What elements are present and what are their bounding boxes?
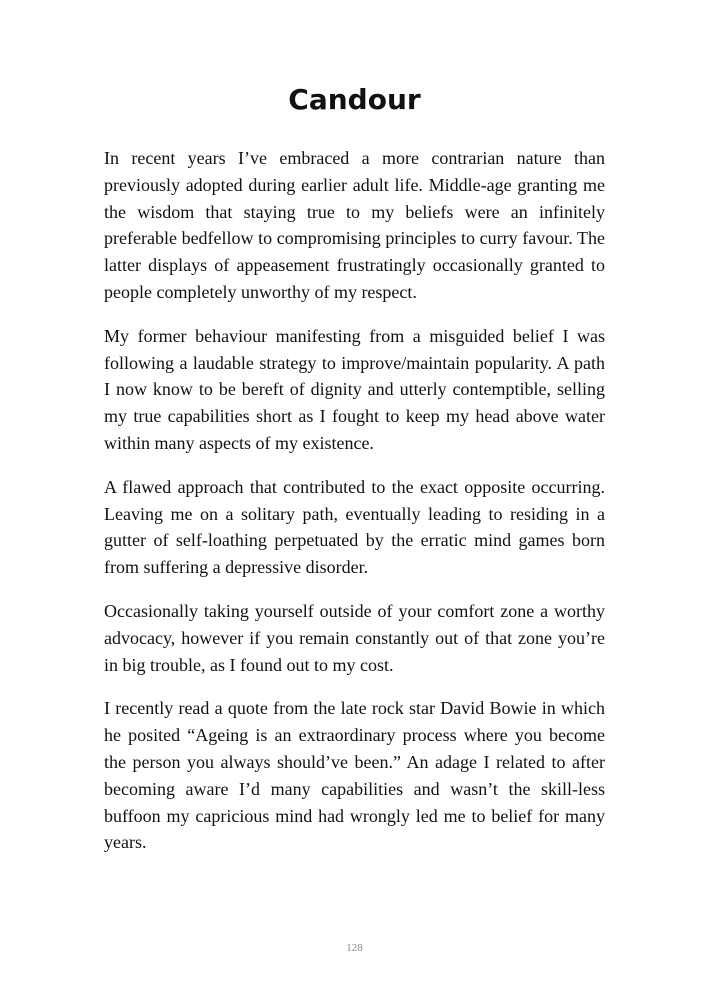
paragraph-5: I recently read a quote from the late rock star David Bowie in which he posited “Ageing is an extraordinary process where you become the person you always should’ve been.” An adage I related to after becoming aware I’d many capabilities and wasn’t the skill-less buffoon my capricious mind had wrongly led me to belief for many years.	[104, 698, 605, 853]
body-text	[104, 145, 605, 873]
page-number: 128	[346, 942, 363, 954]
paragraph-2: My former behaviour manifesting from a misguided belief I was following a laudable strategy to improve/maintain popularity. A path I now know to be bereft of dignity and utterly contemptible, selling my true capabilities short as I fought to keep my head above water within many aspects of my existence.	[104, 325, 605, 453]
paragraph-3: A flawed approach that contributed to the exact opposite occurring. Leaving me on a solitary path, eventually leading to residing in a gutter of self-loathing perpetuated by the erratic mind games born from suffering a depressive disorder.	[104, 476, 605, 578]
paragraph-1: In recent years I’ve embraced a more contrarian nature than previously adopted during earlier adult life. Middle-age granting me the wisdom that staying true to my beliefs were an infinitely preferable bedfellow to compromising principles to curry favour. The latter displays of appeasement frustratingly occasionally granted to people completely unworthy of my respect.	[104, 148, 605, 302]
paragraph-4: Occasionally taking yourself outside of your comfort zone a worthy advocacy, however if you remain constantly out of that zone you’re in big trouble, as I found out to my cost.	[104, 600, 605, 675]
chapter-title: Candour	[288, 83, 421, 116]
